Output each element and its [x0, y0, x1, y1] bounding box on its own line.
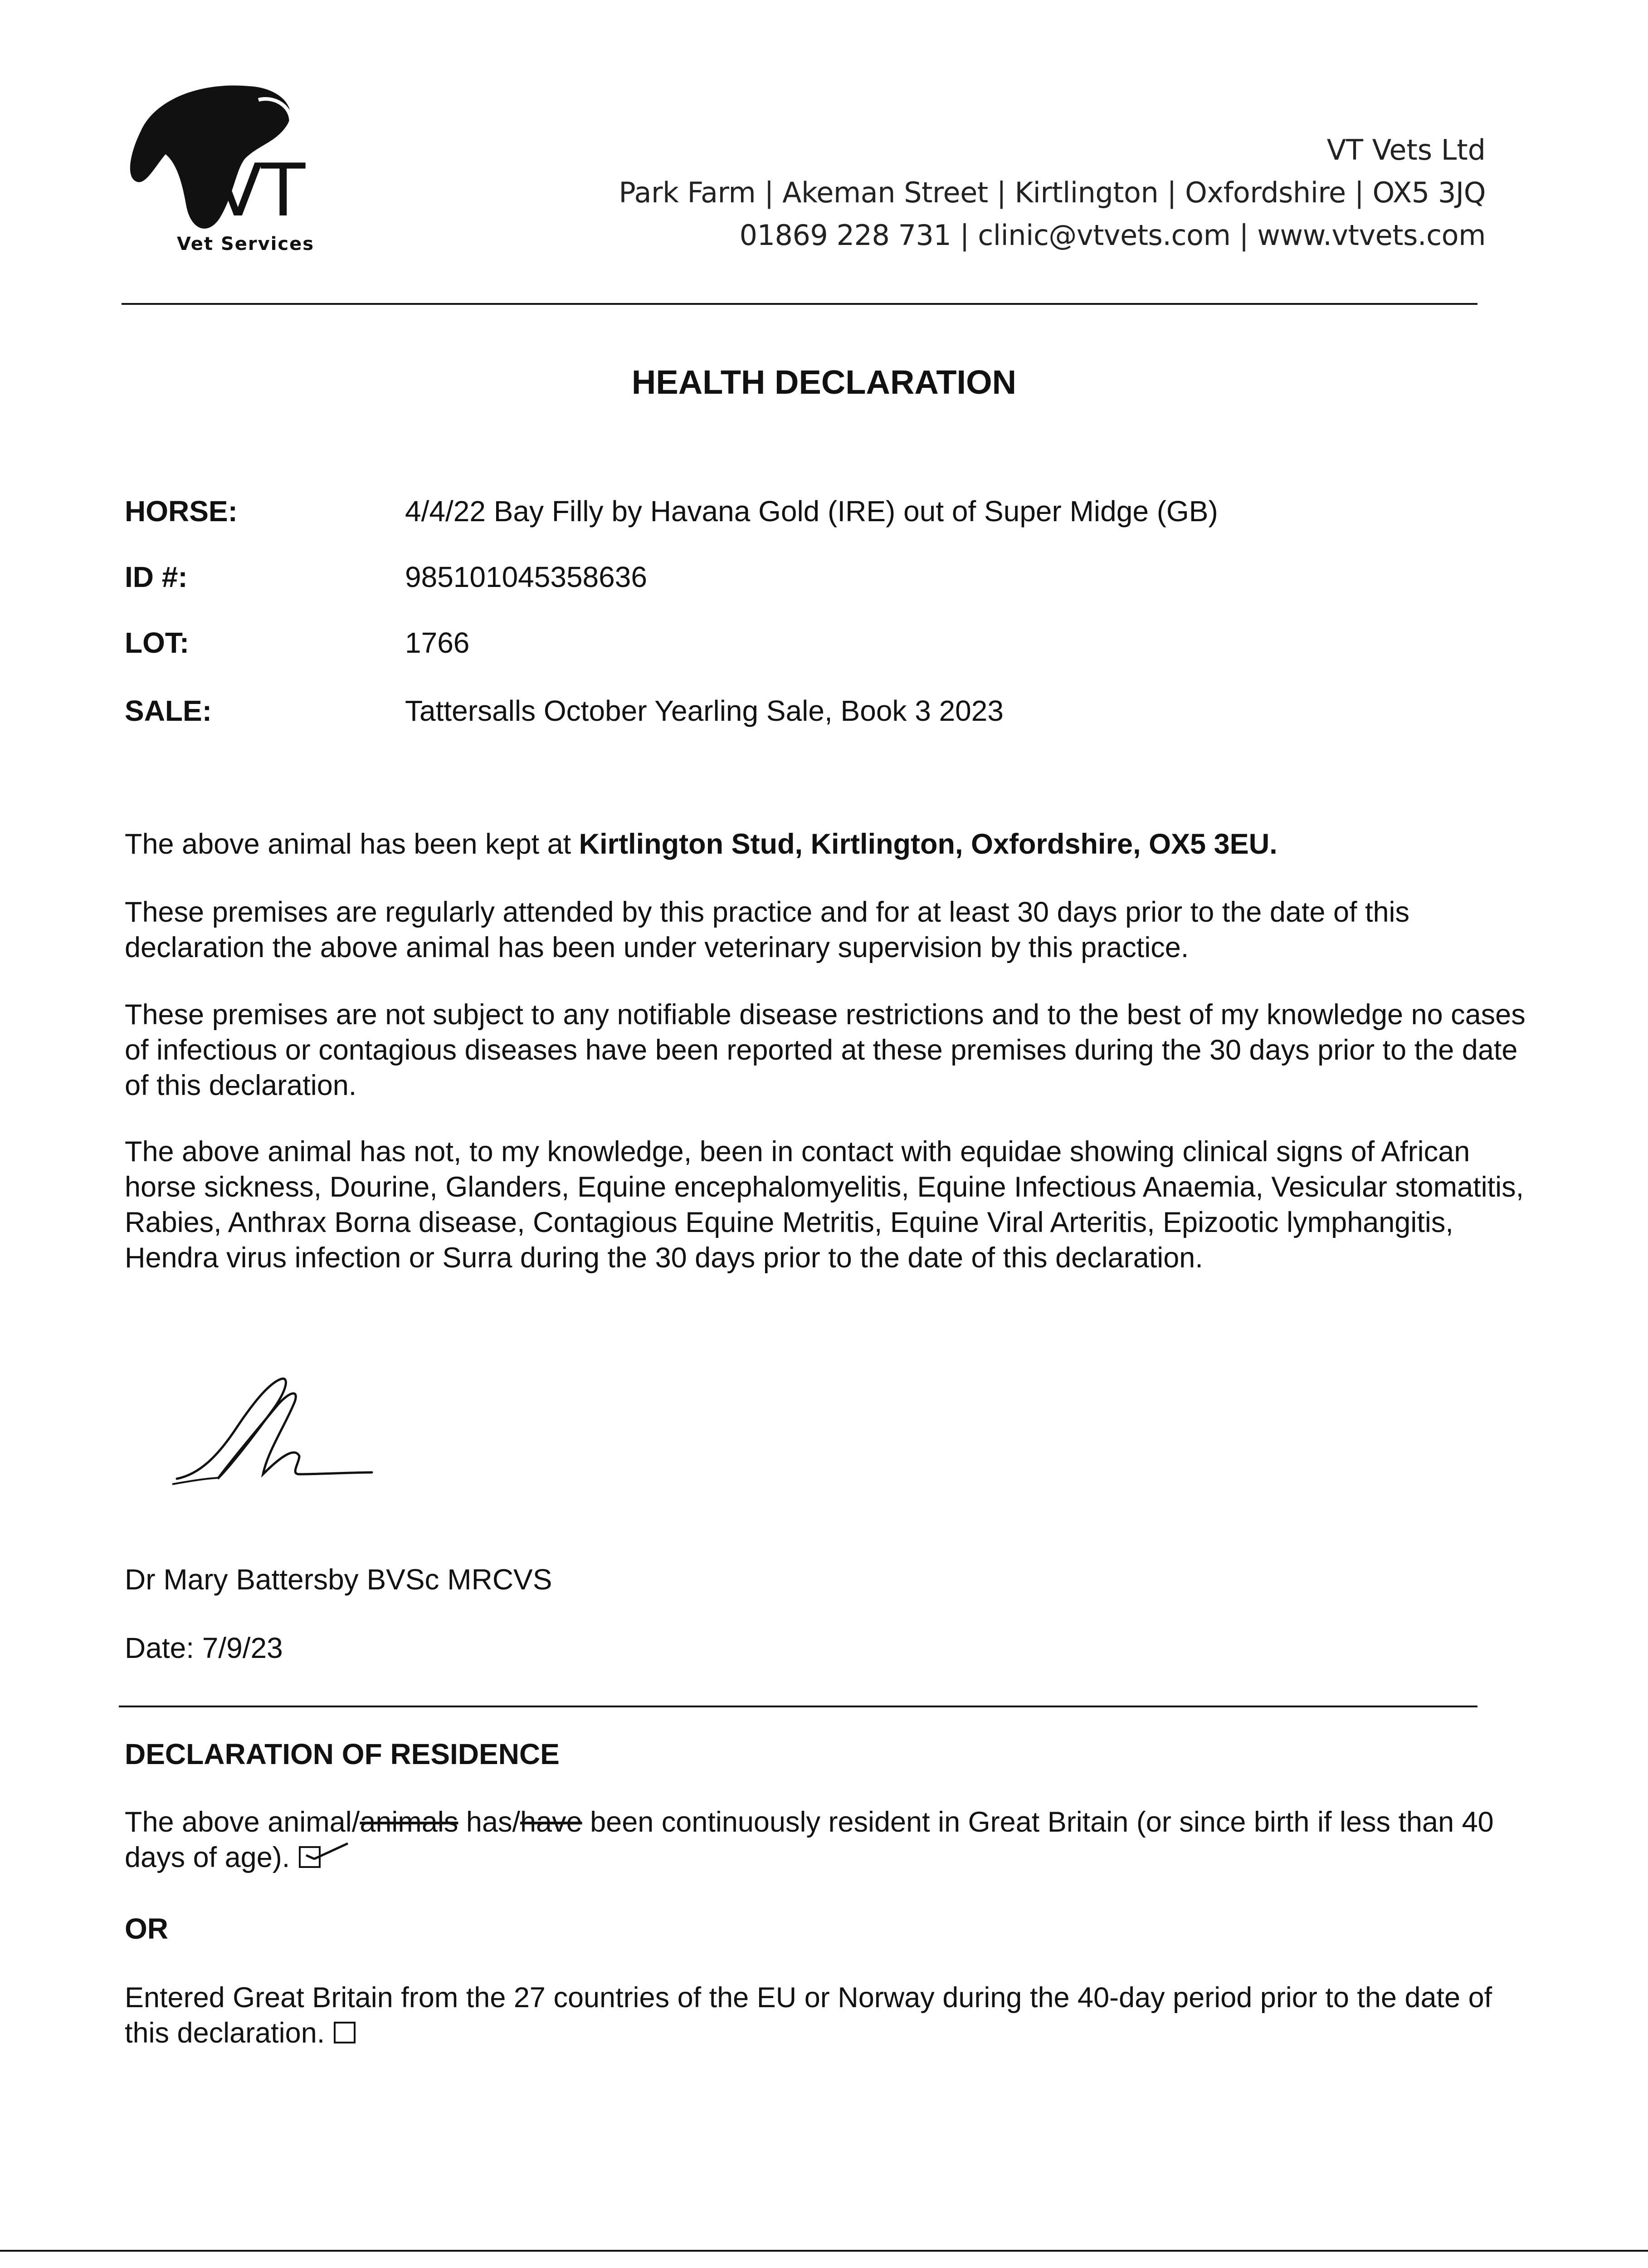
lot-value: 1766 — [405, 626, 470, 659]
company-logo — [122, 82, 376, 272]
contact-paragraph: The above animal has not, to my knowledge, been in contact with equidae showing clinical signs of African horse sickness, Dourine, Glanders, Equine encephalomyelitis, Equine Infectious Anaemia, Vesicular stomatitis, Rabies, Anthrax Borna disease, Contagious Equine Metritis, Equine Viral Arteritis, Epizootic lymphangitis, Hendra virus infection or Surra during the 30 days prior to the date of this declaration. — [125, 1136, 1524, 1274]
or-label: OR — [125, 1912, 168, 1945]
signatory-name: Dr Mary Battersby BVSc MRCVS — [125, 1563, 552, 1596]
section-divider — [119, 1706, 1477, 1707]
horse-label: HORSE: — [125, 495, 238, 528]
sale-value: Tattersalls October Yearling Sale, Book 3 2023 — [405, 694, 1004, 727]
kept-at-location: Kirtlington Stud, Kirtlington, Oxfordshire, OX5 3EU. — [579, 828, 1277, 860]
restrictions-paragraph: These premises are not subject to any notifiable disease restrictions and to the best of my knowledge no cases of infectious or contagious diseases have been reported at these premises during the 30 days prior to the date of this declaration. — [125, 999, 1526, 1101]
kept-at-prefix: The above animal has been kept at — [125, 828, 579, 860]
logo-subtext: Vet Services — [177, 234, 315, 254]
residence-checkbox-empty[interactable] — [334, 2022, 356, 2043]
logo-wordmark: VT — [213, 148, 304, 233]
tick-icon — [304, 1842, 350, 1860]
company-contact: 01869 228 731 | clinic@vtvets.com | www.vtvets.com — [739, 219, 1486, 252]
company-name: VT Vets Ltd — [1326, 133, 1486, 166]
residence-option-2 — [125, 1980, 1508, 2051]
declaration-date: Date: 7/9/23 — [125, 1632, 283, 1664]
id-value: 985101045358636 — [405, 561, 647, 593]
residence-text-a: The above animal/ — [125, 1806, 360, 1838]
signature-image — [163, 1365, 376, 1501]
company-address: Park Farm | Akeman Street | Kirtlington | Oxfordshire | OX5 3JQ — [619, 176, 1486, 209]
footer-edge-line — [0, 2250, 1648, 2252]
supervision-paragraph: These premises are regularly attended by this practice and for at least 30 days prior to the date of this declaration the above animal has been under veterinary supervision by this practice. — [125, 896, 1410, 963]
residence-option-2-text: Entered Great Britain from the 27 countries of the EU or Norway during the 40-day period prior to the date of this declaration. — [125, 1982, 1492, 2049]
residence-text-b: has/ — [458, 1806, 520, 1838]
horse-value: 4/4/22 Bay Filly by Havana Gold (IRE) out of Super Midge (GB) — [405, 495, 1218, 528]
sale-label: SALE: — [125, 694, 212, 727]
lot-label: LOT: — [125, 626, 190, 659]
struck-have: have — [520, 1806, 582, 1838]
header-divider — [122, 303, 1477, 305]
residence-text-c: been continuously resident in Great Britain (or since birth if less than 40 days of age). — [125, 1806, 1494, 1873]
residence-checkbox-checked[interactable] — [299, 1846, 321, 1868]
residence-heading: DECLARATION OF RESIDENCE — [125, 1738, 560, 1770]
company-details — [619, 133, 1486, 264]
residence-option-1 — [125, 1804, 1508, 1875]
kept-at-paragraph — [125, 826, 1540, 862]
id-label: ID #: — [125, 561, 188, 593]
struck-animals: animals — [360, 1806, 458, 1838]
page-title: HEALTH DECLARATION — [631, 363, 1017, 401]
